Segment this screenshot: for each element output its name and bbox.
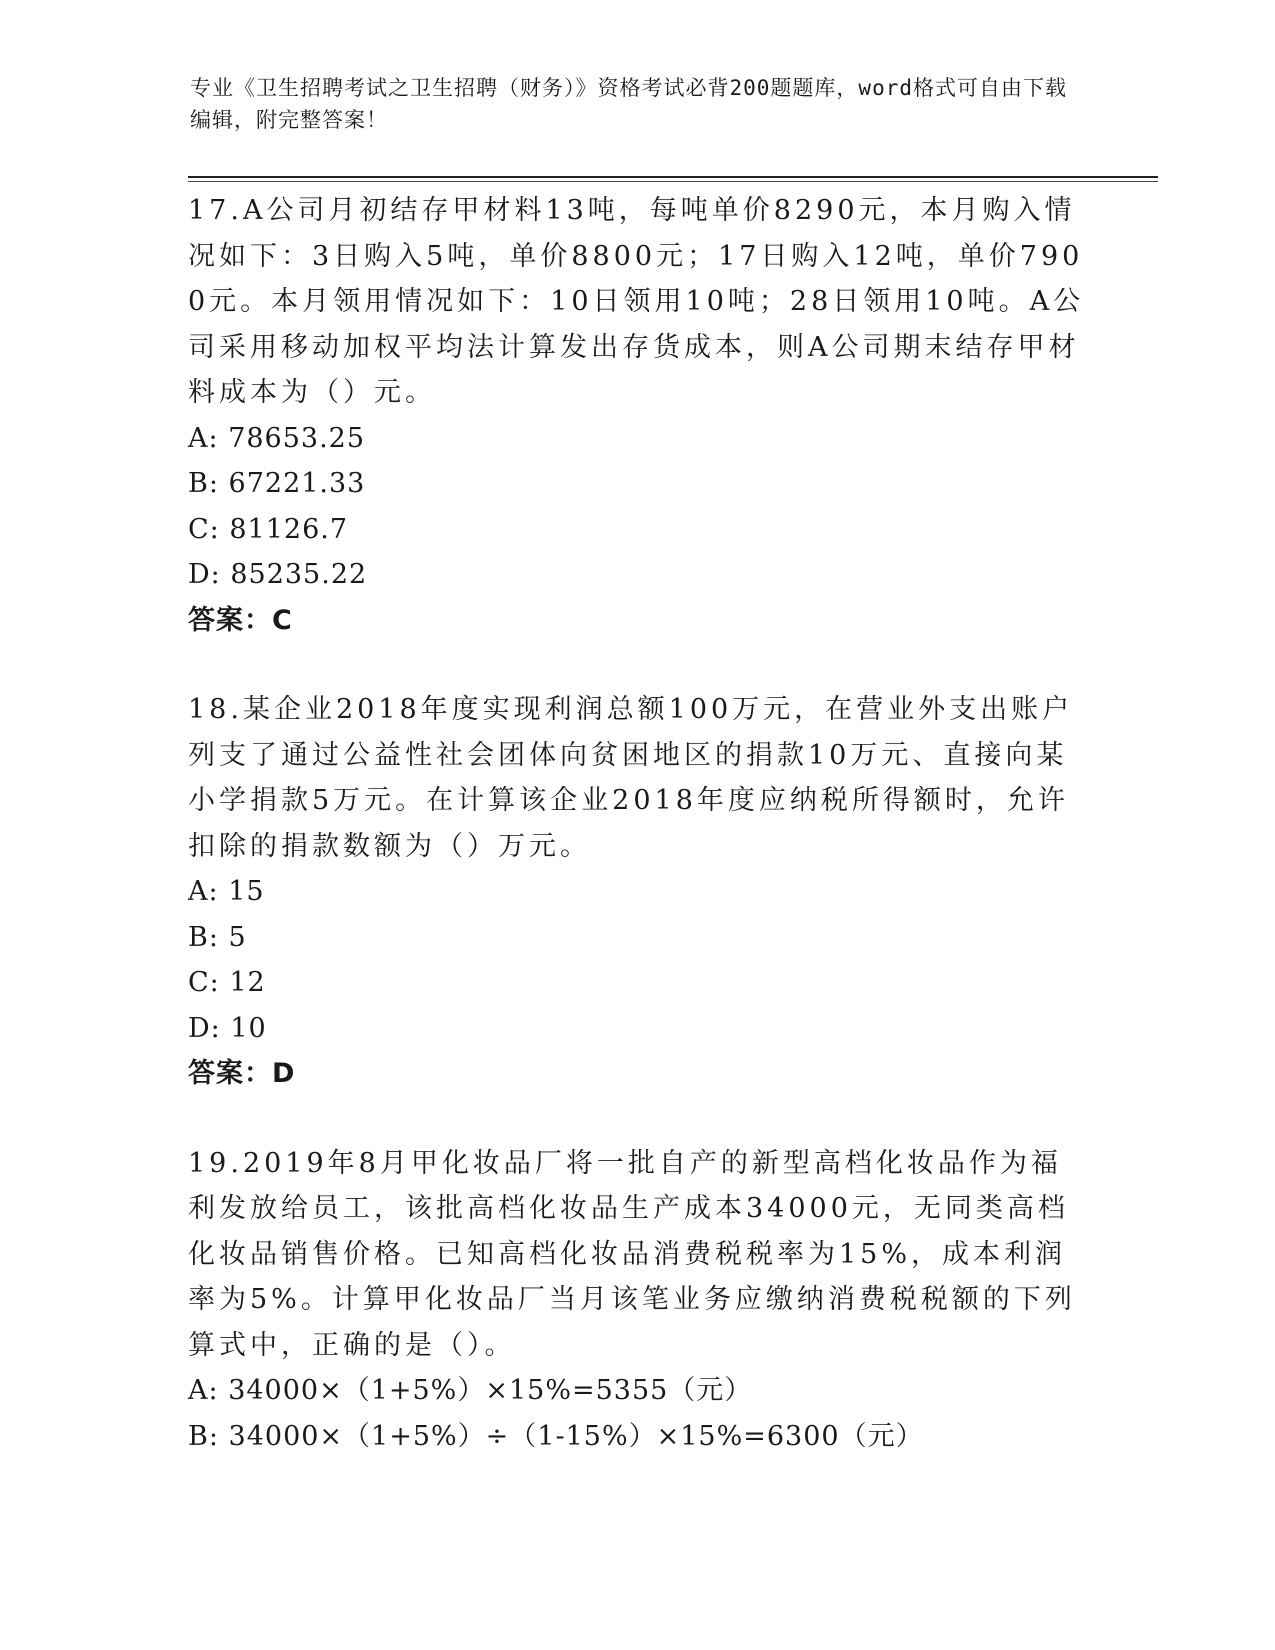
question-text: 19.2019年8月甲化妆品厂将一批自产的新型高档化妆品作为福利发放给员工，该批高档化妆品生产成本34000元，无同类高档化妆品销售价格。已知高档化妆品消费税税率为15%，成本利润率为5%。计算甲化妆品厂当月该笔业务应缴纳消费税税额的下列算式中，正确的是（）。	[188, 1147, 1076, 1361]
option-value: 34000×（1+5%）×15%=5355（元）	[228, 1375, 753, 1406]
option-c: C: 81126.7	[188, 513, 349, 545]
header-divider-thin	[188, 181, 1158, 182]
option-a: A: 34000×（1+5%）×15%=5355（元）	[188, 1375, 753, 1406]
option-label: C	[188, 513, 210, 545]
option-c: C: 12	[188, 967, 266, 998]
option-d: D: 10	[188, 1012, 267, 1044]
answer-text: 答案：C	[188, 604, 293, 636]
question-19	[188, 1141, 1088, 1460]
option-b: B: 5	[188, 921, 247, 953]
option-label: A	[188, 422, 209, 454]
header-divider-thick	[188, 176, 1158, 178]
option-label: B	[188, 921, 209, 953]
option-value: 78653.25	[228, 422, 366, 454]
question-list	[188, 188, 1088, 1503]
document-header: 专业《卫生招聘考试之卫生招聘（财务）》资格考试必背200题题库，word格式可自由下载编辑，附完整答案！	[190, 76, 1067, 132]
option-value: 12	[229, 967, 266, 998]
option-label: D	[188, 1012, 211, 1044]
option-label: B	[188, 468, 209, 499]
option-label: D	[188, 559, 211, 590]
option-label: A	[188, 1375, 209, 1406]
option-value: 34000×（1+5%）÷（1-15%）×15%=6300（元）	[228, 1420, 924, 1452]
question-text: 18.某企业2018年度实现利润总额100万元，在营业外支出账户列支了通过公益性社会团体向贫困地区的捐款10万元、直接向某小学捐款5万元。在计算该企业2018年度应纳税所得额时，允许扣除的捐款数额为（）万元。	[188, 694, 1074, 862]
answer-text: 答案：D	[188, 1058, 296, 1089]
option-value: 10	[230, 1012, 267, 1044]
option-b: B: 67221.33	[188, 468, 366, 499]
question-18	[188, 687, 1088, 1097]
option-value: 85235.22	[230, 559, 368, 590]
option-value: 81126.7	[229, 513, 349, 545]
question-17	[188, 188, 1088, 643]
option-b: B: 34000×（1+5%）÷（1-15%）×15%=6300（元）	[188, 1420, 924, 1452]
option-label: C	[188, 967, 210, 998]
option-value: 5	[228, 921, 247, 953]
option-d: D: 85235.22	[188, 559, 368, 590]
option-value: 15	[228, 876, 265, 907]
option-a: A: 78653.25	[188, 422, 366, 454]
option-label: A	[188, 876, 209, 907]
option-label: B	[188, 1420, 209, 1452]
option-value: 67221.33	[228, 468, 366, 499]
option-a: A: 15	[188, 876, 265, 907]
question-text: 17.A公司月初结存甲材料13吨，每吨单价8290元，本月购入情况如下：3日购入5吨，单价8800元；17日购入12吨，单价7900元。本月领用情况如下：10日领用10吨；28日领用10吨。A公司采用移动加权平均法计算发出存货成本，则A公司期末结存甲材料成本为（）元。	[188, 195, 1085, 408]
